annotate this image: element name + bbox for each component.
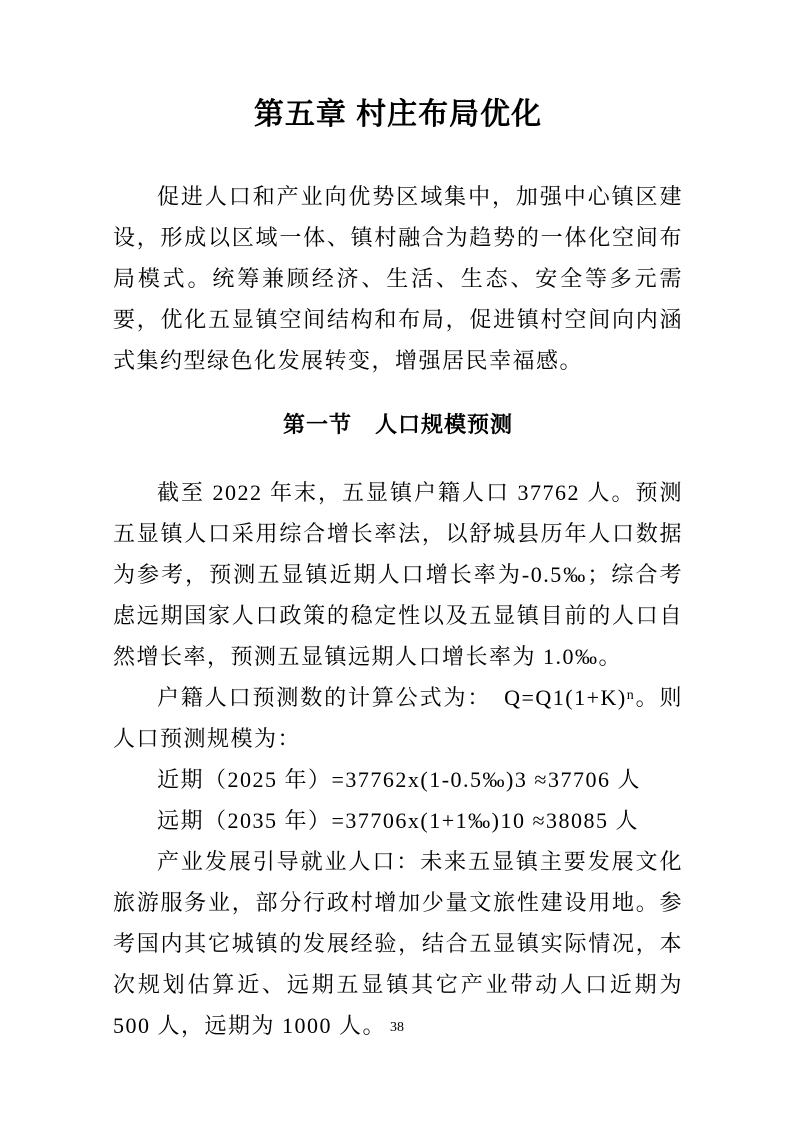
industry-population-paragraph: 产业发展引导就业人口：未来五显镇主要发展文化旅游服务业，部分行政村增加少量文旅性建设用地。参考国内其它城镇的发展经验，结合五显镇实际情况，本次规划估算近、远期五显镇其它产业带动人口近期为 500 人，远期为 1000 人。: [113, 849, 683, 1038]
population-forecast-paragraph: 截至 2022 年末，五显镇户籍人口 37762 人。预测五显镇人口采用综合增长率法，以舒城县历年人口数据为参考，预测五显镇近期人口增长率为-0.5‰；综合考虑远期国家人口政策的稳定性以及五显镇目前的人口自然增长率，预测五显镇远期人口增长率为 1.0‰。: [113, 480, 683, 669]
formula-long-term: 远期（2035 年）=37706x(1+1‰)10 ≈38085 人: [157, 808, 640, 833]
page-number: 38: [390, 1020, 404, 1035]
formula-intro-prefix: 户籍人口预测数的计算公式为： Q=Q1(1+K): [157, 685, 627, 710]
intro-paragraph: 促进人口和产业向优势区域集中，加强中心镇区建设，形成以区域一体、镇村融合为趋势的一体化空间布局模式。统筹兼顾经济、生活、生态、安全等多元需要，优化五显镇空间结构和布局，促进镇村空间向内涵式集约型绿色化发展转变，增强居民幸福感。: [113, 184, 683, 373]
section-heading: 第一节 人口规模预测: [282, 412, 513, 437]
page-footer: [0, 1018, 794, 1038]
formula-exponent: n: [626, 688, 636, 703]
chapter-title: 第五章 村庄布局优化: [253, 98, 543, 131]
page-content: [113, 92, 683, 1046]
formula-intro-suffix: 。则人口预测规模为：: [113, 685, 683, 751]
formula-intro-paragraph: [113, 677, 683, 759]
formula-near-term: 近期（2025 年）=37762x(1-0.5‰)3 ≈37706 人: [157, 767, 641, 792]
